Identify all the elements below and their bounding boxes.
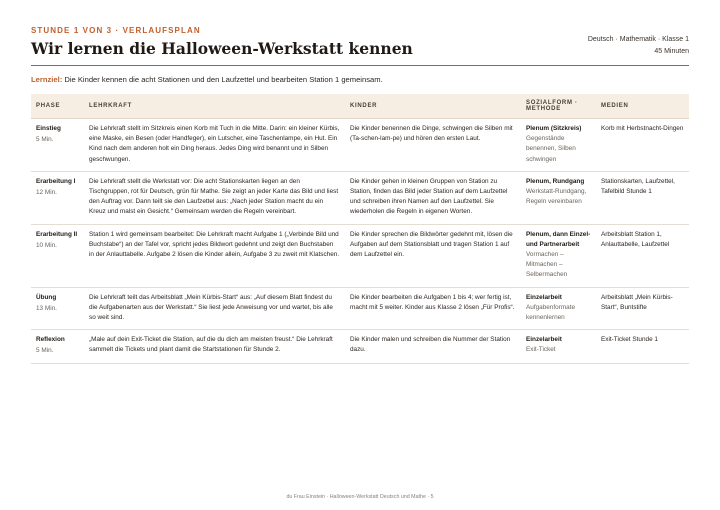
- social-form-method: Exit-Ticket: [526, 346, 556, 354]
- page-title: Wir lernen die Halloween-Werkstatt kennen: [31, 39, 413, 58]
- table-row: [31, 224, 689, 287]
- media-cell: Stationskarten, Laufzettel, Tafelbild Stunde 1: [596, 171, 689, 224]
- phase-cell: [31, 119, 84, 172]
- social-form-method: Werkstatt-Rundgang, Regeln vereinbaren: [526, 188, 587, 206]
- phase-name: Einstieg: [36, 125, 61, 132]
- page-footer: du Frau Einstein · Halloween-Werkstatt Deutsch und Mathe · 5: [286, 494, 434, 500]
- social-form-main: Einzelarbeit: [526, 336, 562, 344]
- lesson-meta: [588, 34, 689, 58]
- social-form-method: Aufgabenformate kennenlernen: [526, 303, 576, 322]
- lesson-plan-table: [31, 94, 689, 364]
- column-header-media: MEDIEN: [596, 94, 689, 119]
- phase-cell: [31, 224, 84, 287]
- children-cell: Die Kinder sprechen die Bildwörter gedehnt mit, lösen die Aufgaben auf dem Stationsblatt und tragen Station 1 auf dem Laufzettel ein.: [345, 224, 521, 287]
- social-form-main: Plenum, Rundgang: [526, 177, 585, 185]
- column-header-teacher: LEHRKRAFT: [84, 94, 345, 119]
- children-cell: Die Kinder malen und schreiben die Nummer der Station dazu.: [345, 330, 521, 363]
- social-form-main: Plenum, dann Einzel- und Partnerarbeit: [526, 230, 591, 248]
- table-header-row: [31, 94, 689, 119]
- phase-name: Reflexion: [36, 336, 65, 344]
- phase-duration: 13 Min.: [36, 304, 57, 312]
- phase-cell: [31, 171, 84, 224]
- column-header-social-form: SOZIALFORM · METHODE: [521, 94, 596, 119]
- media-cell: Exit-Ticket Stunde 1: [596, 330, 689, 363]
- media-cell: Arbeitsblatt Station 1, Anlauttabelle, Laufzettel: [596, 224, 689, 287]
- social-form-main: Plenum (Sitzkreis): [526, 125, 582, 132]
- teacher-cell: Die Lehrkraft stellt die Werkstatt vor: Die acht Stationskarten liegen an den Tischgruppen, rot für Deutsch, grün für Mathe. Sie zeigt an jeder Karte das Bild und liest den Auftrag vor. Dann teilt sie den Laufzettel aus: „Nach jeder Station macht du ein Kreuz und malst ein Gesicht.“ Gemeinsam werden die Regeln vereinbart.: [84, 171, 345, 224]
- children-cell: Die Kinder gehen in kleinen Gruppen von Station zu Station, finden das Bild jeder Station auf dem Laufzettel und schreiben ihren Namen auf den Laufzettel. Sie wiederholen die Regeln in eigenen Worten.: [345, 171, 521, 224]
- column-header-phase: PHASE: [31, 94, 84, 119]
- learning-goal-text: Die Kinder kennen die acht Stationen und den Laufzettel und bearbeiten Station 1 gemeinsam.: [64, 75, 383, 84]
- header-divider: [31, 65, 689, 66]
- duration-label: 45 Minuten: [654, 48, 689, 55]
- teacher-cell: Station 1 wird gemeinsam bearbeitet: Die Lehrkraft macht Aufgabe 1 („Verbinde Bild und Buchstabe“) an der Tafel vor, spricht jedes Bildwort gedehnt und zeigt den Buchstaben in der Anlauttabelle. Aufgabe 2 lösen die Kinder allein, Aufgabe 3 zu zweit mit Klatschen.: [84, 224, 345, 287]
- teacher-cell: Die Lehrkraft stellt im Sitzkreis einen Korb mit Tuch in die Mitte. Darin: ein kleiner Kürbis, eine Maske, ein Besen (oder Handfeger), ein Lutscher, eine Taschenlampe, ein Hut. Ein Kind nach dem anderen holt ein Ding heraus. Jedes Ding wird benannt und in Silben geschwungen.: [84, 119, 345, 172]
- page: [31, 26, 689, 364]
- social-form-method: Vormachen – Mitmachen – Selbermachen: [526, 251, 568, 279]
- header: [31, 26, 689, 58]
- learning-goal: [31, 75, 689, 84]
- phase-name: Erarbeitung II: [36, 230, 78, 238]
- phase-duration: 5 Min.: [36, 136, 54, 144]
- table-row: [31, 287, 689, 330]
- phase-cell: [31, 287, 84, 330]
- table-row: [31, 330, 689, 363]
- title-block: [31, 26, 413, 58]
- social-form-cell: [521, 119, 596, 172]
- teacher-cell: Die Lehrkraft teilt das Arbeitsblatt „Mein Kürbis-Start“ aus: „Auf diesem Blatt findest du die Aufgabenarten aus der Werkstatt.“ Sie liest jede Anweisung vor und wartet, bis alle so weit sind.: [84, 287, 345, 330]
- column-header-children: KINDER: [345, 94, 521, 119]
- social-form-method: Gegenstände benennen, Silben schwingen: [526, 135, 576, 163]
- media-cell: Arbeitsblatt „Mein Kürbis-Start“, Buntstifte: [596, 287, 689, 330]
- social-form-cell: [521, 330, 596, 363]
- children-cell: Die Kinder bearbeiten die Aufgaben 1 bis 4; wer fertig ist, macht mit 5 weiter. Kinder aus Klasse 2 lösen „Für Profis“.: [345, 287, 521, 330]
- table-row: [31, 119, 689, 172]
- media-cell: Korb mit Herbstnacht-Dingen: [596, 119, 689, 172]
- lesson-kicker: STUNDE 1 VON 3 · VERLAUFSPLAN: [31, 26, 201, 35]
- phase-name: Übung: [36, 293, 57, 301]
- phase-duration: 5 Min.: [36, 347, 54, 355]
- phase-cell: [31, 330, 84, 363]
- social-form-main: Einzelarbeit: [526, 293, 562, 301]
- phase-name: Erarbeitung I: [36, 177, 76, 185]
- social-form-cell: [521, 171, 596, 224]
- table-row: [31, 171, 689, 224]
- teacher-cell: „Male auf dein Exit-Ticket die Station, auf die du dich am meisten freust.“ Die Lehrkraft sammelt die Tickets und plant damit die Startstationen für Stunde 2.: [84, 330, 345, 363]
- phase-duration: 10 Min.: [36, 241, 57, 249]
- children-cell: Die Kinder benennen die Dinge, schwingen die Silben mit (Ta-schen-lam-pe) und hören den ersten Laut.: [345, 119, 521, 172]
- social-form-cell: [521, 224, 596, 287]
- learning-goal-label: Lernziel:: [31, 75, 63, 84]
- phase-duration: 12 Min.: [36, 189, 57, 197]
- social-form-cell: [521, 287, 596, 330]
- subjects-label: Deutsch · Mathematik · Klasse 1: [587, 36, 689, 43]
